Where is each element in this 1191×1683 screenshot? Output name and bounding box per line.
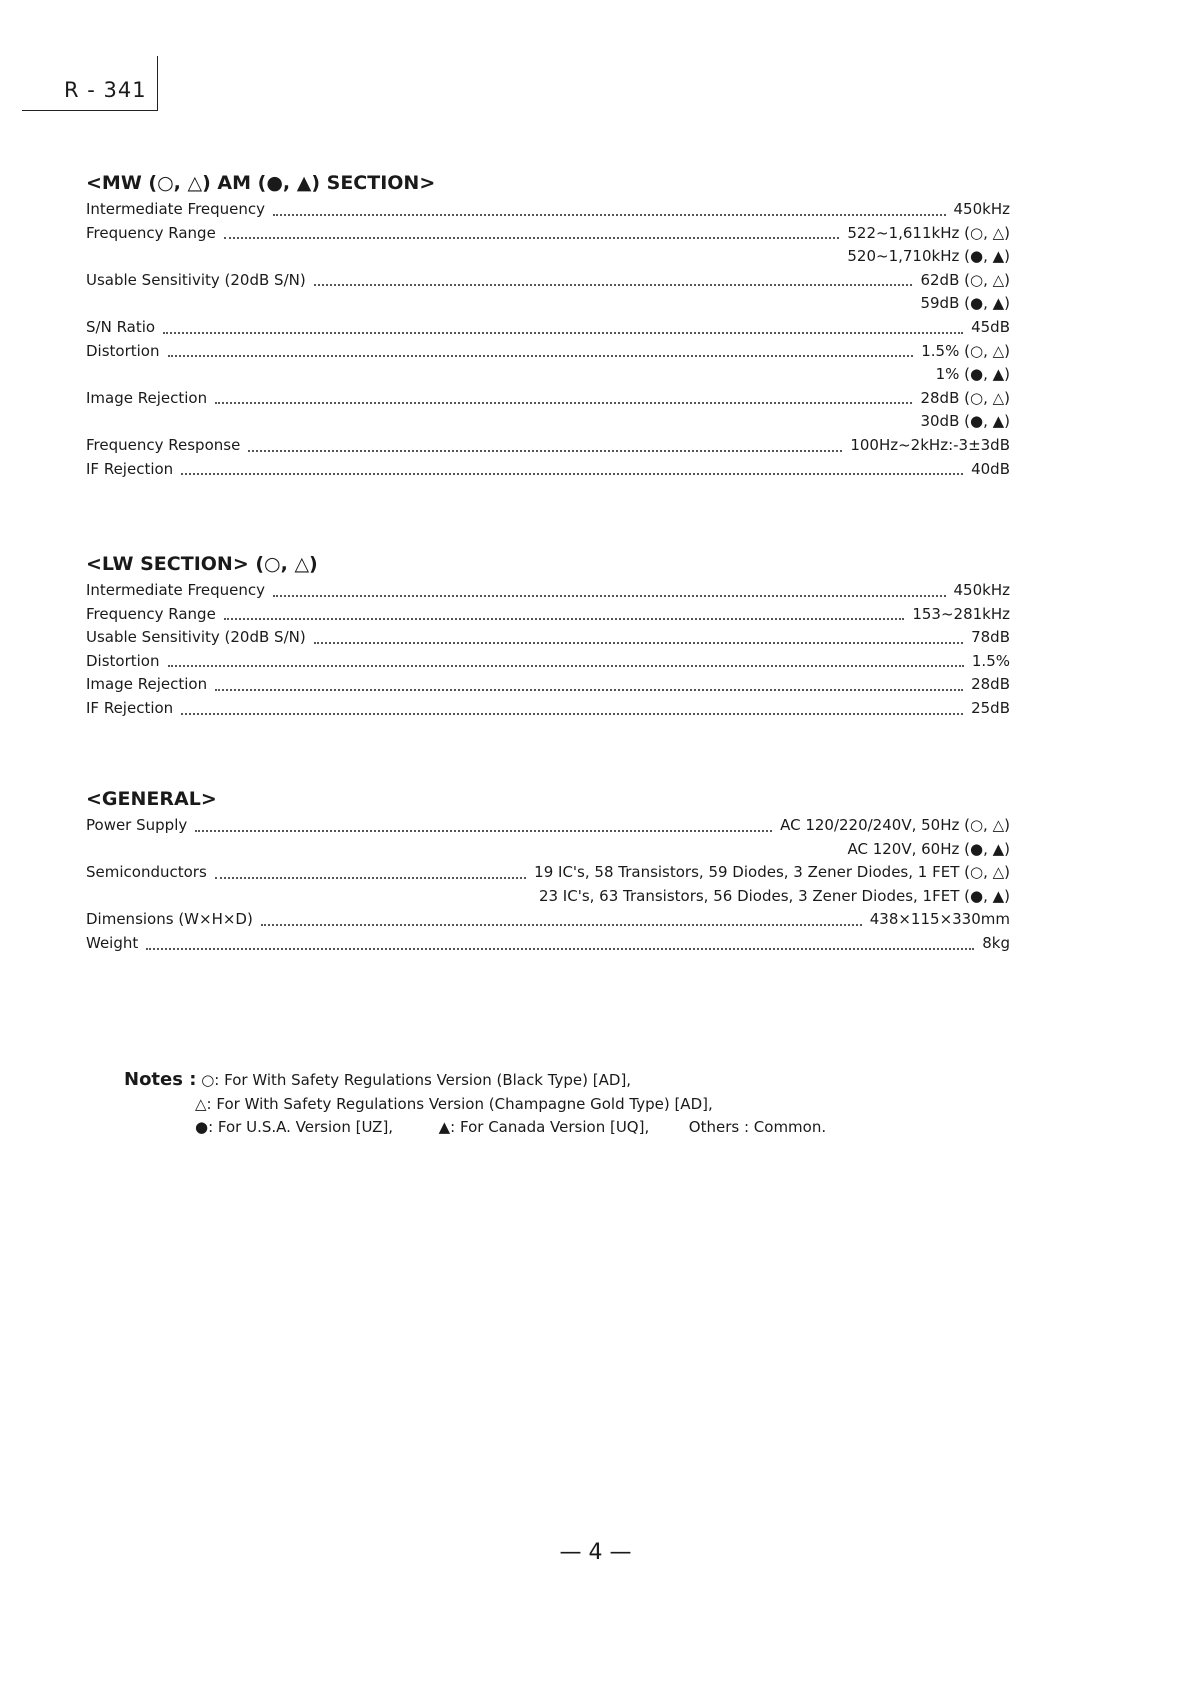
leader-dots: [314, 284, 913, 286]
leader-dots: [261, 924, 862, 926]
spec-row: [86, 697, 1010, 721]
leader-dots: [181, 713, 963, 715]
spec-row-continued: [86, 885, 1010, 909]
leader-dots: [181, 473, 963, 475]
note-champagne-gold: △: For With Safety Regulations Version (Champagne Gold Type) [AD],: [195, 1094, 713, 1113]
spec-row: [86, 908, 1010, 932]
spec-value: 62dB (○, △): [920, 270, 1010, 289]
spec-label: Power Supply: [86, 816, 188, 834]
spec-value: 45dB: [971, 317, 1010, 336]
leader-dots: [224, 618, 905, 620]
leader-dots: [215, 689, 963, 691]
general-section: [86, 786, 1010, 956]
spec-label: Distortion: [86, 341, 160, 360]
lw-section-title: <LW SECTION> (○, △): [86, 553, 318, 575]
spec-value: 153~281kHz: [912, 604, 1010, 623]
leader-dots: [314, 642, 963, 644]
notes-heading: Notes :: [124, 1069, 197, 1090]
spec-row: [86, 340, 1010, 364]
spec-label: Frequency Response: [86, 435, 241, 454]
spec-row: [86, 673, 1010, 697]
spec-row: [86, 269, 1010, 293]
leader-dots: [163, 332, 963, 334]
spec-row-continued: [86, 292, 1010, 316]
spec-row: [86, 198, 1010, 222]
spec-value: 25dB: [971, 698, 1010, 717]
leader-dots: [168, 665, 964, 667]
leader-dots: [215, 402, 912, 404]
note-black-type: ○: For With Safety Regulations Version (Black Type) [AD],: [201, 1071, 632, 1089]
spec-label: Image Rejection: [86, 388, 208, 407]
spec-row: [86, 579, 1010, 603]
spec-value: 40dB: [971, 459, 1010, 478]
spec-value: 59dB (●, ▲): [920, 294, 1010, 313]
leader-dots: [273, 595, 945, 597]
spec-row-continued: [86, 363, 1010, 387]
spec-label: Intermediate Frequency: [86, 581, 266, 599]
spec-value: 522~1,611kHz (○, △): [847, 223, 1010, 242]
spec-value: 28dB: [971, 675, 1010, 694]
spec-label: Distortion: [86, 651, 160, 670]
spec-value: 23 IC's, 63 Transistors, 56 Diodes, 3 Zener Diodes, 1FET (●, ▲): [538, 886, 1010, 905]
spec-label: Weight: [86, 933, 139, 952]
spec-row-continued: [86, 410, 1010, 434]
spec-row: [86, 603, 1010, 627]
model-header-box: [22, 56, 158, 111]
spec-value: 1.5% (○, △): [921, 341, 1010, 360]
spec-row: [86, 222, 1010, 246]
spec-row: [86, 861, 1010, 885]
leader-dots: [146, 948, 974, 950]
general-section-title: <GENERAL>: [86, 788, 217, 810]
model-number: R - 341: [64, 78, 147, 102]
spec-row: [86, 434, 1010, 458]
spec-row: [86, 932, 1010, 956]
spec-value: 450kHz: [953, 581, 1010, 599]
page-number: — 4 —: [559, 1540, 632, 1565]
spec-label: S/N Ratio: [86, 317, 156, 336]
spec-row-continued: [86, 245, 1010, 269]
spec-value: 520~1,710kHz (●, ▲): [847, 247, 1010, 266]
note-canada: ▲: For Canada Version [UQ],: [438, 1118, 650, 1136]
spec-row: [86, 650, 1010, 674]
leader-dots: [248, 450, 842, 452]
spec-label: IF Rejection: [86, 698, 174, 717]
spec-label: Intermediate Frequency: [86, 200, 266, 218]
spec-value: 30dB (●, ▲): [920, 412, 1010, 431]
spec-value: AC 120/220/240V, 50Hz (○, △): [780, 816, 1010, 834]
spec-row: [86, 387, 1010, 411]
spec-label: Frequency Range: [86, 604, 216, 623]
leader-dots: [224, 237, 840, 239]
spec-row-continued: [86, 838, 1010, 862]
spec-value: 28dB (○, △): [920, 388, 1010, 407]
spec-label: Semiconductors: [86, 863, 207, 882]
spec-label: Image Rejection: [86, 675, 208, 694]
spec-value: 100Hz~2kHz:-3±3dB: [850, 435, 1010, 454]
mw-section-title: <MW (○, △) AM (●, ▲) SECTION>: [86, 172, 436, 194]
spec-label: Dimensions (W×H×D): [86, 910, 253, 929]
note-others: Others : Common.: [688, 1118, 827, 1136]
spec-value: 1.5%: [971, 651, 1010, 670]
spec-row: [86, 814, 1010, 838]
leader-dots: [273, 214, 945, 216]
note-usa: ●: For U.S.A. Version [UZ],: [195, 1118, 394, 1136]
spec-label: Usable Sensitivity (20dB S/N): [86, 270, 306, 289]
lw-section: [86, 551, 1010, 721]
leader-dots: [168, 355, 914, 357]
spec-row: [86, 458, 1010, 482]
spec-value: 78dB: [971, 628, 1010, 647]
spec-value: 19 IC's, 58 Transistors, 59 Diodes, 3 Zener Diodes, 1 FET (○, △): [534, 863, 1010, 882]
mw-am-section: [86, 170, 1010, 481]
spec-value: 438×115×330mm: [869, 910, 1010, 929]
spec-label: IF Rejection: [86, 459, 174, 478]
spec-row: [86, 626, 1010, 650]
spec-label: Usable Sensitivity (20dB S/N): [86, 628, 306, 647]
notes-block: [124, 1068, 826, 1140]
spec-value: 8kg: [982, 933, 1010, 952]
spec-value: 450kHz: [953, 200, 1010, 218]
spec-value: 1% (●, ▲): [935, 365, 1010, 384]
spec-row: [86, 316, 1010, 340]
leader-dots: [215, 877, 526, 879]
spec-value: AC 120V, 60Hz (●, ▲): [847, 839, 1010, 858]
leader-dots: [195, 830, 772, 832]
spec-label: Frequency Range: [86, 223, 216, 242]
